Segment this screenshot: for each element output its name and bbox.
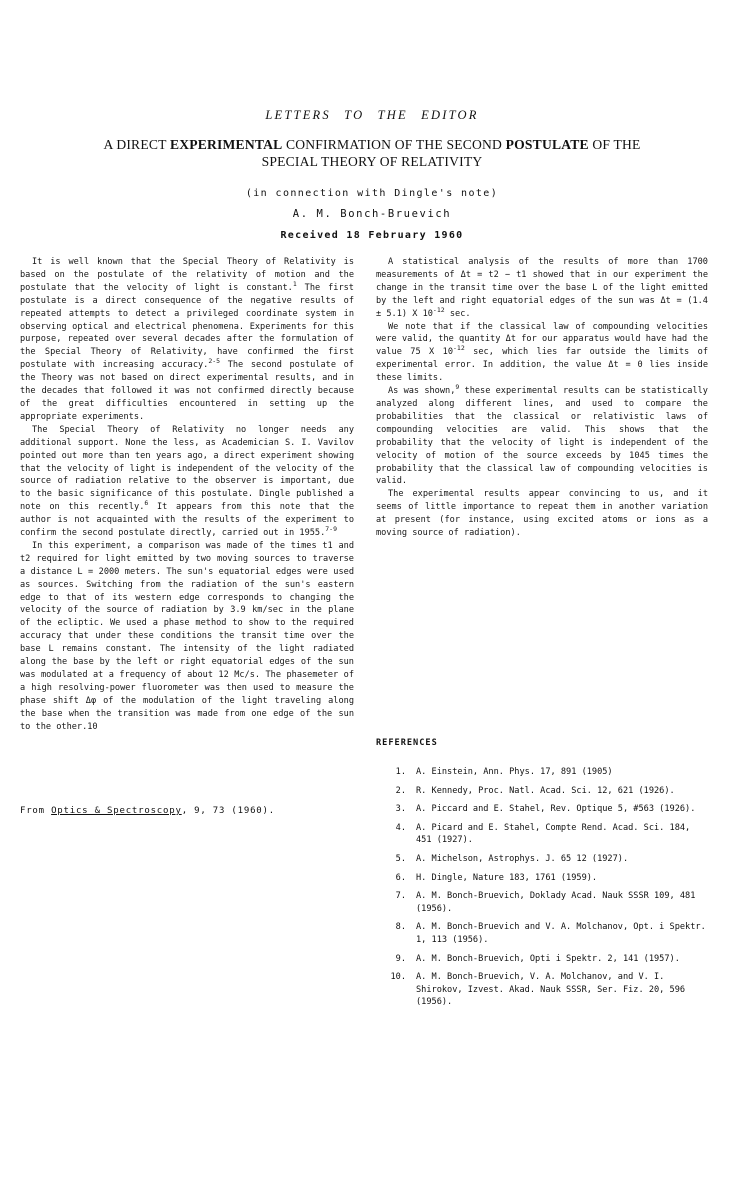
text: We note that if the classical law of compounding velocities were valid, the quantity Δt for our apparatus would have had the value 75 X 10 [376,321,708,358]
reference-item [376,822,708,847]
ref-text: A. M. Bonch-Bruevich, Doklady Acad. Nauk SSSR 109, 481 (1956). [416,891,696,914]
ref-text: A. Michelson, Astrophys. J. 65 12 (1927). [416,853,629,864]
exponent: -12 [453,344,465,353]
ref-number: 6. [395,872,406,883]
right-column [376,256,708,540]
text: From [20,806,52,816]
text: The second postulate of the Theory was not based on direct experimental results, and in the decades that followed it was not confirmed directly because of the great difficulties encountered in setting up the appropriate experiments. [20,360,354,422]
ref-text: H. Dingle, Nature 183, 1761 (1959). [416,872,598,883]
reference-item [376,971,708,1009]
paragraph [376,385,708,488]
ref-number: 10. [390,972,406,983]
reference-item [376,766,708,779]
journal-name: Optics & Spectroscopy [51,806,182,816]
text: The Special Theory of Relativity no longer needs any additional support. None the less, as Academician S. I. Vavilov pointed out more than ten years ago, a direct experiment showing that the velocity of light is independent of the velocity of the source of radiation relative to the observer is important, due to the basic significance of this postulate. Dingle published a note on this recently. [20,424,354,513]
article-title [0,136,744,170]
ref-number: 8. [395,922,406,933]
ref-text: A. Piccard and E. Stahel, Rev. Optique 5, #563 (1926). [416,804,696,815]
title-line-2: SPECIAL THEORY OF RELATIVITY [261,154,483,169]
ref-mark: 6 [144,499,149,508]
ref-number: 2. [395,785,406,796]
ref-text: A. M. Bonch-Bruevich, Opti i Spektr. 2, 141 (1957). [416,953,680,964]
paragraph [376,321,708,386]
ref-text: R. Kennedy, Proc. Natl. Acad. Sci. 12, 621 (1926). [416,785,675,796]
paragraph: In this experiment, a comparison was made of the times t1 and t2 required for light emitted by two moving sources to traverse a distance L = 2000 meters. The sun's equatorial edges were used as sources. Switching from the radiation of the sun's eastern edge to that of its western edge corresponds to changing the velocity of the source of radiation by 3.9 km/sec in the plane of the ecliptic. We used a phase method to show to the required accuracy that under these conditions the transit time over the base L remains constant. The intensity of the light radiated along the base by the left or right equatorial edges of the sun was modulated at a frequency of about 12 Mc/s. The phasemeter of a high resolving-power fluorometer was then used to measure the phase shift Δφ of the modulation of the light traveling along the base when the transition was made from one edge of the sun to the other.10 [20,540,354,732]
exponent: -12 [432,305,445,314]
references-list [376,766,708,1015]
title-part-bold: POSTULATE [505,137,589,152]
title-part-bold: EXPERIMENTAL [169,137,283,152]
text: , 9, 73 (1960). [181,806,275,816]
subtitle: (in connection with Dingle's note) [245,188,499,199]
text: As was shown, [388,386,456,397]
ref-mark: 7-9 [325,525,338,534]
paragraph [20,256,354,424]
title-part: OF THE [588,137,641,152]
paragraph: The experimental results appear convincing to us, and it seems of little importance to repeat them in another variation at present (for instance, using excited atoms or ions as a moving source of radiation). [376,489,708,539]
ref-number: 4. [395,822,406,833]
ref-mark: 2-5 [208,357,221,366]
paragraph [376,256,708,321]
paragraph [20,424,354,540]
reference-item [376,803,708,816]
ref-number: 5. [395,853,406,864]
ref-mark: 9 [455,383,460,392]
references-heading: REFERENCES [376,738,438,748]
reference-item [376,921,708,946]
author: A. M. Bonch-Bruevich [292,208,452,220]
text: The first postulate is a direct consequence of the negative results of repeated attempts to detect a privileged coordinate system in observing optical and electrical phenomena. Experiments for this purpose, repeated over several decades after the formulation of the Special Theory of Relativity, have confirmed the first postulate with increasing accuracy. [20,282,354,371]
ref-number: 9. [395,953,406,964]
ref-text: A. Picard and E. Stahel, Compte Rend. Acad. Sci. 184, 451 (1927). [416,822,691,846]
ref-text: A. M. Bonch-Bruevich, V. A. Molchanov, and V. I. Shirokov, Izvest. Akad. Nauk SSSR, Ser. Fiz. 20, 596 (1956). [416,972,686,1008]
reference-item [376,953,708,966]
ref-number: 1. [395,767,406,777]
ref-number: 3. [395,804,406,815]
reference-item [376,872,708,885]
ref-number: 7. [395,891,406,902]
ref-text: A. M. Bonch-Bruevich and V. A. Molchanov, Opt. i Spektr. 1, 113 (1956). [416,922,706,945]
reference-item [376,890,708,915]
title-line-1 [0,136,744,153]
left-column [20,256,354,734]
ref-mark: 1 [292,279,297,288]
text: these experimental results can be statistically analyzed along different lines, and used to compare the probabilities that the classical or relativistic laws of compounding velocities are valid. This shows that the probability that the velocity of light is independent of the velocity of motion of the source exceeds by 1045 times the probability that the classical law of compounding velocities is valid. [376,386,708,487]
reference-item [376,785,708,798]
received-date: Received 18 February 1960 [280,230,464,241]
text: sec. [444,308,471,319]
text: A statistical analysis of the results of more than 1700 measurements of Δt = t2 − t1 showed that in our experiment the change in the transit time over the base L of the light emitted by the left and right equatorial edges of the sun was Δt = (1.4 ± 5.1) X 10 [376,257,708,319]
text: It appears from this note that the author is not acquainted with the results of the experiment to confirm the second postulate directly, carried out in 1955. [20,502,354,539]
title-part: A DIRECT [103,137,170,152]
source-citation [20,806,275,816]
ref-text: A. Einstein, Ann. Phys. 17, 891 (1905) [416,767,613,777]
text: sec, which lies far outside the limits of experimental error. In addition, the value Δt = 0 lies inside these limits. [376,347,708,384]
section-header: LETTERS TO THE EDITOR [265,108,479,122]
reference-item [376,853,708,866]
title-part: CONFIRMATION OF THE SECOND [282,137,506,152]
text: It is well known that the Special Theory of Relativity is based on the postulate of the relativity of motion and the postulate that the velocity of light is constant. [20,257,354,293]
